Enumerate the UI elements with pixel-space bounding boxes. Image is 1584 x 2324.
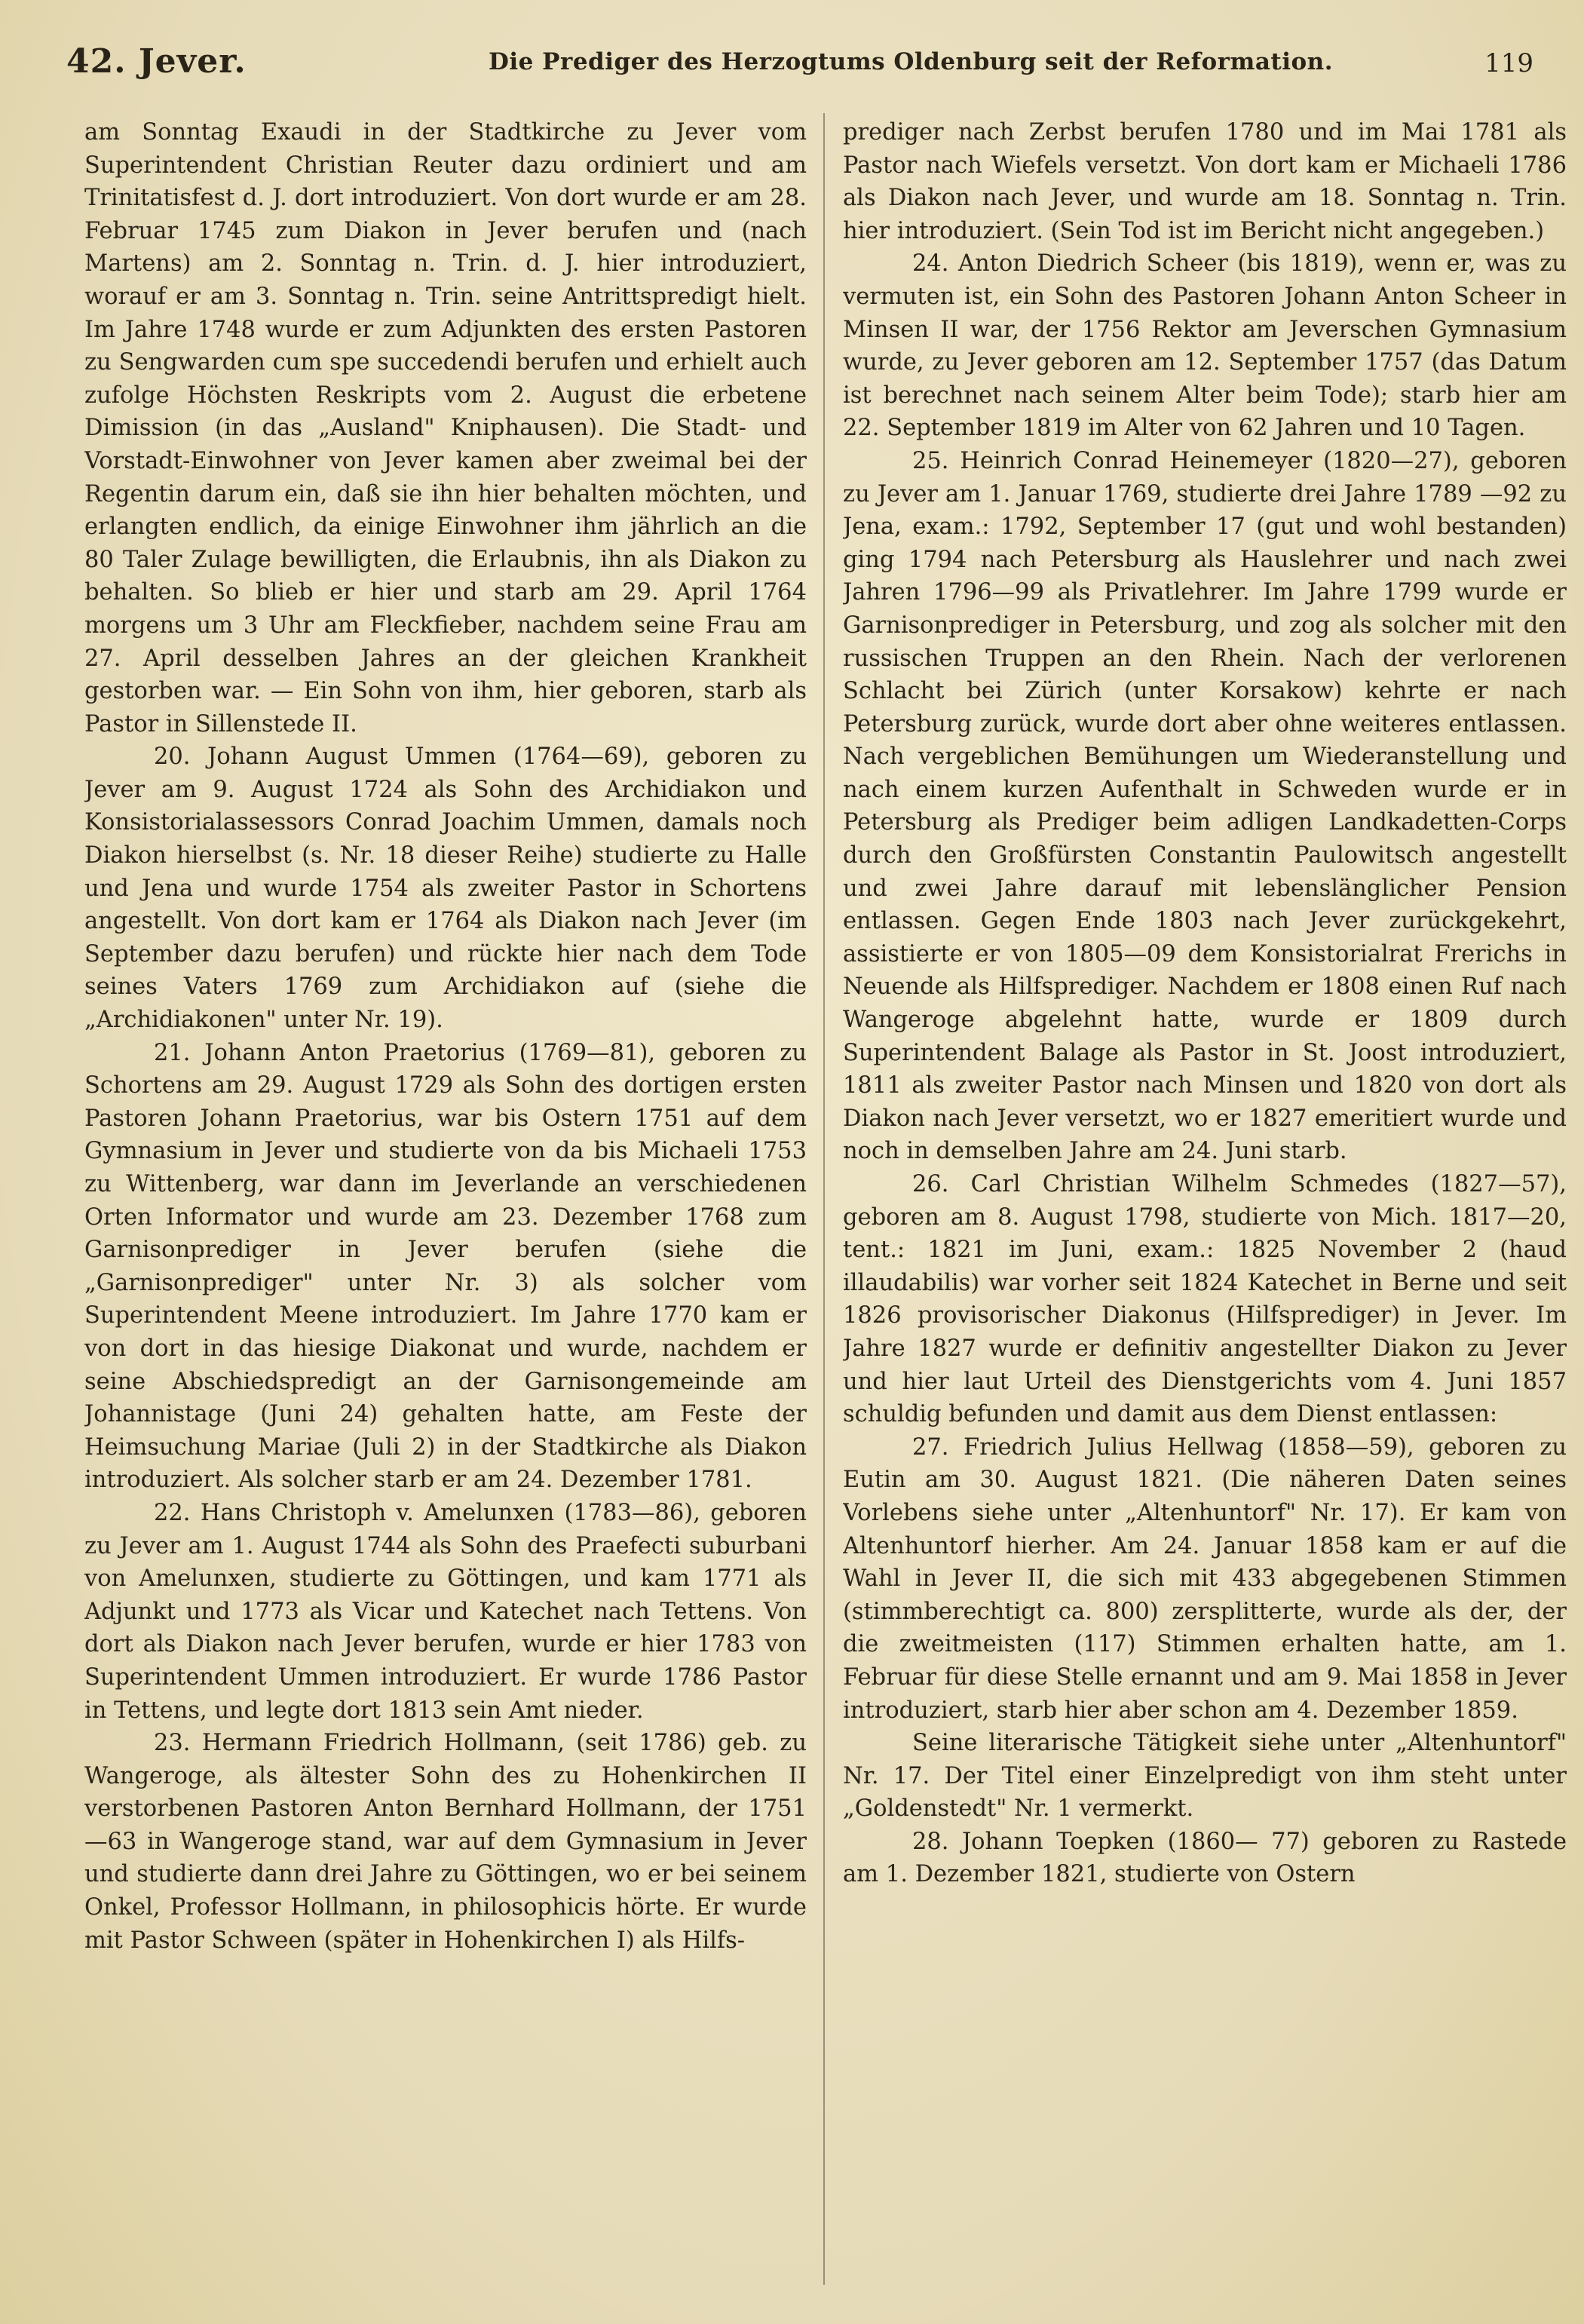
section-title: 42. Jever. — [66, 42, 247, 81]
entry-25-heinemeyer: 25. Heinrich Conrad Heinemeyer (1820—27), geboren zu Jever am 1. Januar 1769, studierte drei Jahre 1789 —92 zu Jena, exam.: 1792, September 17 (gut und wohl bestanden) ging 1794 nach Petersburg als Hauslehrer und nach zwei Jahren 1796—99 als Privatlehrer. Im Jahre 1799 wurde er Garnisonprediger in Petersburg, und zog als solcher mit den russischen Truppen an den Rhein. Nach der verlorenen Schlacht bei Zürich (unter Korsakow) kehrte er nach Petersburg zurück, wurde dort aber ohne weiteres entlassen. Nach vergeblichen Bemühungen um Wiederanstellung und nach einem kurzen Aufenthalt in Schweden wurde er in Petersburg als Prediger beim adligen Landkadetten-Corps durch den Großfürsten Constantin Paulowitsch angestellt und zwei Jahre darauf mit lebenslänglicher Pension entlassen. Gegen Ende 1803 nach Jever zurückgekehrt, assistierte er von 1805—09 dem Konsistorialrat Frerichs in Neuende als Hilfsprediger. Nachdem er 1808 einen Ruf nach Wangeroge abgelehnt hatte, wurde er 1809 durch Superintendent Balage als Pastor in St. Joost introduziert, 1811 als zweiter Pastor nach Minsen und 1820 von dort als Diakon nach Jever versetzt, wo er 1827 emeritiert wurde und noch in demselben Jahre am 24. Juni starb. — [843, 447, 1567, 1165]
column-divider — [823, 113, 825, 2285]
entry-21-praetorius: 21. Johann Anton Praetorius (1769—81), geboren zu Schortens am 29. August 1729 als Sohn des dortigen ersten Pastoren Johann Praetorius, war bis Ostern 1751 auf dem Gymnasium in Jever und studierte von da bis Michaeli 1753 zu Wittenberg, war dann im Jeverlande an verschiedenen Orten Informator und wurde am 23. Dezember 1768 zum Garnisonprediger in Jever berufen (siehe die „Garnisonprediger" unter Nr. 3) als solcher vom Superintendent Meene introduziert. Im Jahre 1770 kam er von dort in das hiesige Diakonat und wurde, nachdem er seine Abschiedspredigt an der Garnisongemeinde am Johannistage (Juni 24) gehalten hatte, am Feste der Heimsuchung Mariae (Juli 2) in der Stadtkirche als Diakon introduziert. Als solcher starb er am 24. Dezember 1781. — [84, 1039, 807, 1494]
right-column — [843, 116, 1567, 2288]
entry-26-schmedes: 26. Carl Christian Wilhelm Schmedes (1827—57), geboren am 8. August 1798, studierte von Mich. 1817—20, tent.: 1821 im Juni, exam.: 1825 November 2 (haud illaudabilis) war vorher seit 1824 Katechet in Berne und seit 1826 provisorischer Diakonus (Hilfsprediger) in Jever. Im Jahre 1827 wurde er definitiv angestellter Diakon zu Jever und hier laut Urteil des Dienstgerichts vom 4. Juni 1857 schuldig befunden und damit aus dem Dienst entlassen: — [843, 1171, 1567, 1428]
entry-20-ummen: 20. Johann August Ummen (1764—69), geboren zu Jever am 9. August 1724 als Sohn des Archidiakon und Konsistorialassessors Conrad Joachim Ummen, damals noch Diakon hierselbst (s. Nr. 18 dieser Reihe) studierte zu Halle und Jena und wurde 1754 als zweiter Pastor in Schortens angestellt. Von dort kam er 1764 als Diakon nach Jever (im September dazu berufen) und rückte hier nach dem Tode seines Vaters 1769 zum Archidiakon auf (siehe die „Archidiakonen" unter Nr. 19). — [84, 743, 807, 1034]
entry-23-hollmann: 23. Hermann Friedrich Hollmann, (seit 1786) geb. zu Wangeroge, als ältester Sohn des zu Hohenkirchen II verstorbenen Pastoren Anton Bernhard Hollmann, der 1751—63 in Wangeroge stand, war auf dem Gymnasium in Jever und studierte dann drei Jahre zu Göttingen, wo er bei seinem Onkel, Professor Hollmann, in philosophicis hörte. Er wurde mit Pastor Schween (später in Hohenkirchen I) als Hilfs- — [84, 1730, 807, 1954]
page-header — [66, 39, 1544, 84]
page-number: 119 — [1484, 48, 1533, 78]
running-title: Die Prediger des Herzogtums Oldenburg seit der Reformation. — [489, 48, 1334, 75]
entry-28-toepken: 28. Johann Toepken (1860— 77) geboren zu Rastede am 1. Dezember 1821, studierte von Ostern — [843, 1828, 1567, 1888]
entry-22-amelunxen: 22. Hans Christoph v. Amelunxen (1783—86), geboren zu Jever am 1. August 1744 als Sohn des Praefecti suburbani von Amelunxen, studierte zu Göttingen, und kam 1771 als Adjunkt und 1773 als Vicar und Katechet nach Tettens. Von dort als Diakon nach Jever berufen, wurde er hier 1783 von Superintendent Ummen introduziert. Er wurde 1786 Pastor in Tettens, und legte dort 1813 sein Amt nieder. — [84, 1499, 807, 1724]
paragraph-continuation: prediger nach Zerbst berufen 1780 und im Mai 1781 als Pastor nach Wiefels versetzt. Von dort kam er Michaeli 1786 als Diakon nach Jever, und wurde am 18. Sonntag n. Trin. hier introduziert. (Sein Tod ist im Bericht nicht angegeben.) — [843, 119, 1567, 244]
entry-27-hellwag: 27. Friedrich Julius Hellwag (1858—59), geboren zu Eutin am 30. August 1821. (Die näheren Daten seines Vorlebens siehe unter „Altenhuntorf" Nr. 17). Er kam von Altenhuntorf hierher. Am 24. Januar 1858 kam er auf die Wahl in Jever II, die sich mit 433 abgegebenen Stimmen (stimmberechtigt ca. 800) zersplitterte, wurde als der, der die zweitmeisten (117) Stimmen erhalten hatte, am 1. Februar für diese Stelle ernannt und am 9. Mai 1858 in Jever introduziert, starb hier aber schon am 4. Dezember 1859. — [843, 1433, 1567, 1724]
left-column — [84, 116, 807, 2288]
entry-24-scheer: 24. Anton Diedrich Scheer (bis 1819), wenn er, was zu vermuten ist, ein Sohn des Pastoren Johann Anton Scheer in Minsen II war, der 1756 Rektor am Jeverschen Gymnasium wurde, zu Jever geboren am 12. September 1757 (das Datum ist berechnet nach seinem Alter beim Tode); starb hier am 22. September 1819 im Alter von 62 Jahren und 10 Tagen. — [843, 250, 1567, 442]
paragraph-continuation: am Sonntag Exaudi in der Stadtkirche zu Jever vom Superintendent Christian Reuter dazu ordiniert und am Trinitatisfest d. J. dort introduziert. Von dort wurde er am 28. Februar 1745 zum Diakon in Jever berufen und (nach Martens) am 2. Sonntag n. Trin. d. J. hier introduziert, worauf er am 3. Sonntag n. Trin. seine Antrittspredigt hielt. Im Jahre 1748 wurde er zum Adjunkten des ersten Pastoren zu Sengwarden cum spe succedendi berufen und erhielt auch zufolge Höchsten Reskripts vom 2. August die erbetene Dimission (in das „Ausland" Kniphausen). Die Stadt- und Vorstadt-Einwohner von Jever kamen aber zweimal bei der Regentin darum ein, daß sie ihn hier behalten möchten, und erlangten endlich, da einige Einwohner ihm jährlich an die 80 Taler Zulage bewilligten, die Erlaubnis, ihn als Diakon zu behalten. So blieb er hier und starb am 29. April 1764 morgens um 3 Uhr am Fleckfieber, nachdem seine Frau am 27. April desselben Jahres an der gleichen Krankheit gestorben war. — Ein Sohn von ihm, hier geboren, starb als Pastor in Sillenstede II. — [84, 119, 807, 737]
literary-note: Seine literarische Tätigkeit siehe unter „Altenhuntorf" Nr. 17. Der Titel einer Einzelpredigt von ihm steht unter „Goldenstedt" Nr. 1 vermerkt. — [843, 1730, 1567, 1823]
